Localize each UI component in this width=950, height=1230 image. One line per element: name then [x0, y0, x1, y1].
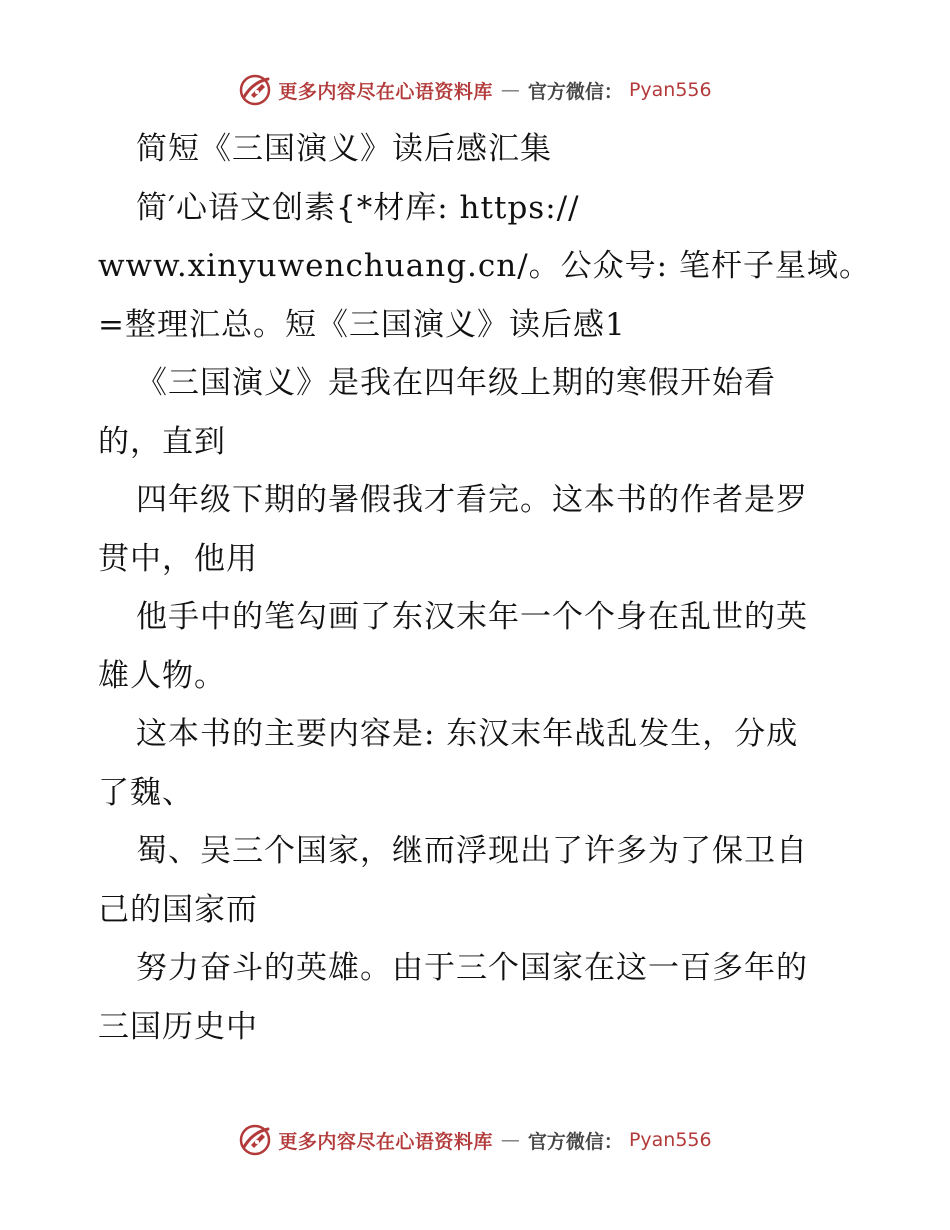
document-body — [98, 120, 871, 1056]
doc-line-15: 三国历史中 — [98, 1008, 258, 1045]
doc-line-13: 己的国家而 — [98, 891, 258, 928]
pen-nib-logo-icon — [238, 73, 272, 107]
doc-line-10: 这本书的主要内容是: 东汉末年战乱发生，分成 — [136, 716, 799, 752]
doc-line-8: 他手中的笔勾画了东汉末年一个个身在乱世的英 — [136, 599, 808, 635]
header-banner-title: 更多内容尽在心语资料库 — [278, 80, 493, 103]
header-banner-wechat-id: Pyan556 — [628, 79, 712, 101]
header-banner-content — [238, 73, 711, 107]
doc-line-6: 四年级下期的暑假我才看完。这本书的作者是罗 — [136, 482, 808, 518]
footer-banner-dash: — — [500, 1129, 520, 1151]
doc-title: 简短《三国演义》读后感汇集 — [136, 131, 552, 167]
footer-banner-wechat-label: 官方微信： — [527, 1130, 623, 1153]
doc-line-3: =整理汇总。短《三国演义》读后感1 — [98, 306, 626, 343]
doc-line-12: 蜀、吴三个国家，继而浮现出了许多为了保卫自 — [136, 833, 808, 869]
footer-banner — [0, 1120, 950, 1160]
doc-line-7: 贯中，他用 — [98, 540, 258, 577]
doc-line-9: 雄人物。 — [98, 657, 226, 694]
footer-banner-title: 更多内容尽在心语资料库 — [278, 1130, 493, 1153]
doc-line-4: 《三国演义》是我在四年级上期的寒假开始看 — [136, 365, 776, 401]
doc-line-2: www.xinyuwenchuang.cn/。公众号: 笔杆子星域。 — [98, 248, 871, 284]
doc-line-5: 的，直到 — [98, 423, 226, 460]
footer-banner-wechat-id: Pyan556 — [628, 1129, 712, 1151]
pen-nib-logo-icon — [238, 1123, 272, 1157]
header-banner — [0, 70, 950, 110]
header-banner-wechat-label: 官方微信： — [527, 80, 623, 103]
header-banner-dash: — — [500, 79, 520, 101]
doc-line-14: 努力奋斗的英雄。由于三个国家在这一百多年的 — [136, 950, 808, 986]
doc-line-1: 简′心语文创素{*材库: https:// — [136, 189, 580, 226]
footer-banner-content — [238, 1123, 711, 1157]
doc-line-11: 了魏、 — [98, 774, 194, 811]
